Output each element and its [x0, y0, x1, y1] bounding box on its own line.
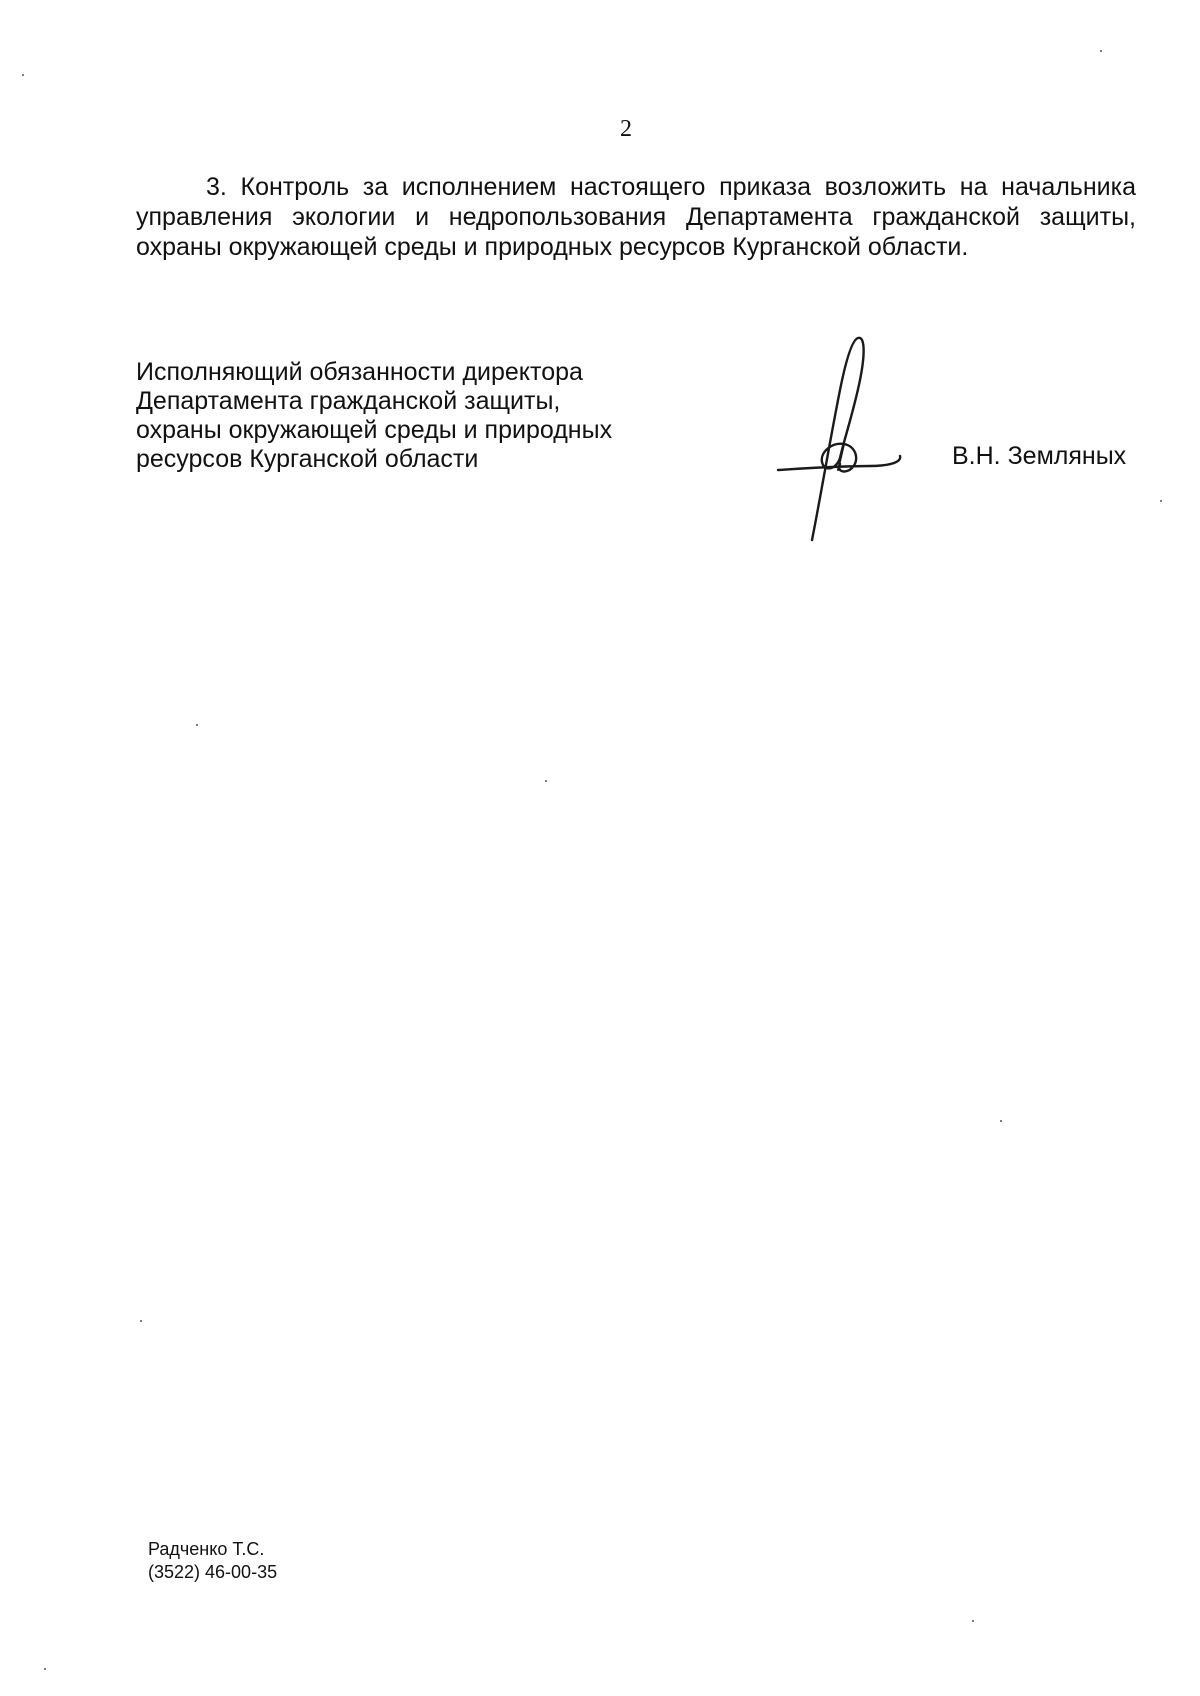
signatory-position-line: Департамента гражданской защиты, [136, 387, 561, 415]
signatory-position-line: ресурсов Курганской области [136, 445, 479, 473]
executor-name: Радченко Т.С. [148, 1539, 265, 1559]
scan-speck [140, 1320, 142, 1322]
scan-speck [1160, 500, 1162, 502]
scan-speck [44, 1668, 46, 1670]
executor-phone: (3522) 46-00-35 [148, 1562, 278, 1582]
executor-info [148, 1538, 277, 1584]
order-paragraph: 3. Контроль за исполнением настоящего приказа возложить на начальника управления экологии и недропользования Департамента гражданской защиты, охраны окружающей среды и природных ресурсов Курганской области. [136, 173, 1136, 261]
signatory-position-line: Исполняющий обязанности директора [136, 358, 583, 386]
scan-speck [1000, 1120, 1002, 1122]
scan-speck [22, 74, 24, 76]
signatory-position-line: охраны окружающей среды и природных [136, 416, 613, 444]
handwritten-signature [760, 320, 920, 550]
scan-speck [1100, 50, 1102, 52]
page-number: 2 [620, 116, 632, 142]
scan-speck [972, 1620, 974, 1622]
signatory-position [136, 358, 696, 474]
scan-speck [196, 724, 198, 726]
scan-speck [545, 780, 547, 782]
signatory-name: В.Н. Земляных [952, 442, 1127, 470]
